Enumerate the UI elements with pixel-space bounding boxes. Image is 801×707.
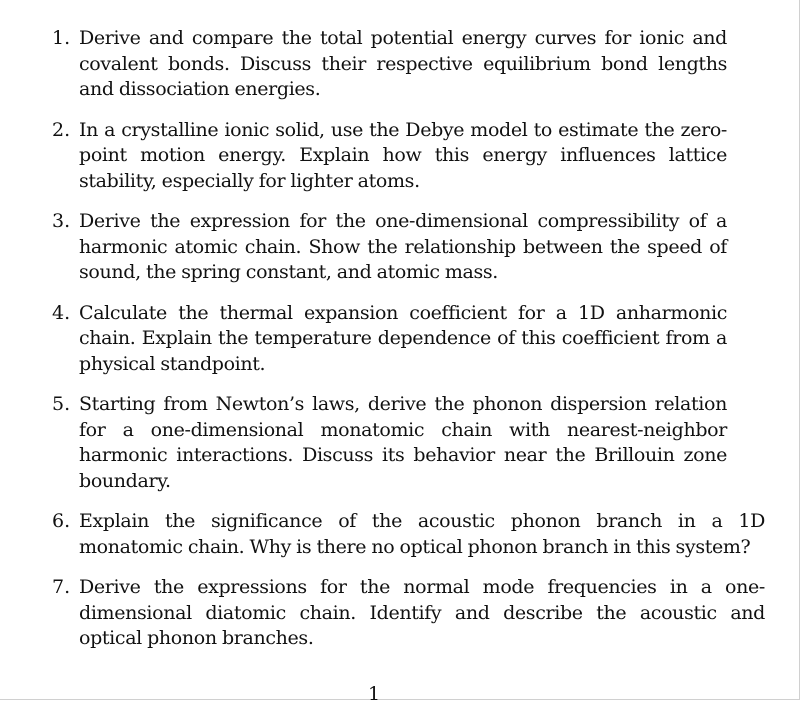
question-number: 4. — [52, 301, 71, 324]
question-number: 7. — [52, 576, 71, 598]
question-text: Derive the expressions for the normal mode frequencies in a one-dimensional diatomic chain. Identify and describe the acoustic and optical phonon branches. — [79, 576, 765, 649]
question-item — [0, 575, 801, 652]
question-text: Starting from Newton’s laws, derive the phonon dispersion relation for a one-dimensional monatomic chain with nearest-neighbor harmonic interactions. Discuss its behavior near the Brillouin zone boundary. — [79, 393, 727, 492]
question-list — [0, 26, 801, 667]
question-item — [0, 209, 801, 286]
question-text: In a crystalline ionic solid, use the Debye model to estimate the zero-point motion energy. Explain how this energy influences lattice stability, especially for lighter atoms. — [79, 118, 727, 192]
question-item — [0, 118, 801, 195]
question-item — [0, 26, 801, 103]
question-item — [0, 509, 801, 560]
question-number: 3. — [52, 210, 71, 232]
page-number: 1 — [368, 683, 381, 705]
question-item — [0, 392, 801, 494]
question-text: Explain the significance of the acoustic phonon branch in a 1D monatomic chain. Why is there no optical phonon branch in this system? — [79, 510, 765, 558]
question-text: Derive the expression for the one-dimensional compressibility of a harmonic atomic chain. Show the relationship between the speed of sound, the spring constant, and atomic mass. — [79, 210, 727, 283]
question-text: Derive and compare the total potential energy curves for ionic and covalent bonds. Discuss their respective equilibrium bond lengths and dissociation energies. — [79, 27, 727, 100]
question-item — [0, 301, 801, 378]
question-number: 1. — [52, 27, 71, 49]
question-number: 6. — [52, 510, 71, 532]
question-text: Calculate the thermal expansion coefficient for a 1D anharmonic chain. Explain the temperature dependence of this coefficient from a physical standpoint. — [79, 301, 727, 375]
question-number: 5. — [52, 393, 71, 415]
question-number: 2. — [52, 118, 71, 141]
